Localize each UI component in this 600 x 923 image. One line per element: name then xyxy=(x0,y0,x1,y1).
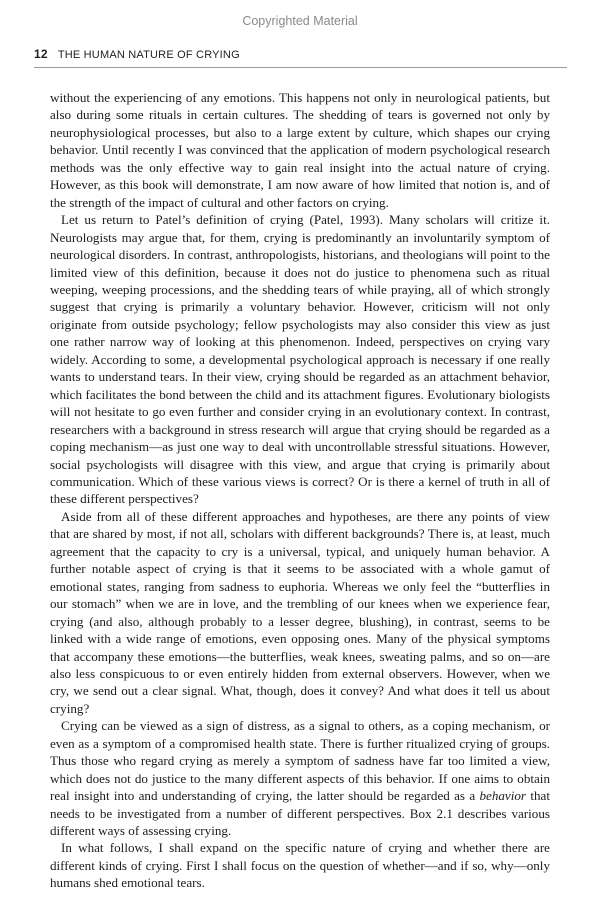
paragraph-1 xyxy=(50,89,550,211)
page-number: 12 xyxy=(34,47,48,61)
text-run: Aside from all of these different approaches and hypotheses, are there any points of view that are shared by most, if not all, scholars with different backgrounds? There is, at least, much agreement that the capacity to cry is a universal, typical, and uniquely human behavior. A further notable aspect of crying is that it seems to be associated with a whole gamut of emotional states, ranging from sadness to euphoria. Whereas we only feel the “butterflies in our stomach” when we are in love, and the trembling of our knees when we experience fear, crying (and also, although probably to a lesser degree, blushing), in contrast, seems to be linked with a wide range of emotions, even opposing ones. Many of the physical symptoms that accompany these emotions—the butterflies, weak knees, sweating palms, and so on—are also less conspicuous to or even entirely hidden from external observers. However, when we cry, we send out a clear signal. What, though, does it convey? And what does it tell us about crying? xyxy=(50,508,550,716)
paragraph-3 xyxy=(50,508,550,717)
header-rule xyxy=(34,67,567,68)
paragraph-2 xyxy=(50,211,550,508)
running-head xyxy=(34,47,240,61)
body-text xyxy=(50,89,550,892)
text-run: Let us return to Patel’s definition of crying (Patel, 1993). Many scholars will critize it. Neurologists may argue that, for them, crying is predominantly an involuntarily symptom of neurological disorders. In contrast, anthropologists, historians, and theologians will point to the limited view of this definition, because it does not do justice to phenomena such as ritual weeping, weeping processions, and the shedding tears of while praying, all of which strongly suggest that crying is primarily a voluntary behavior. However, criticism will not only originate from outside psychology; fellow psychologists may also consider this view as just one rather narrow way of looking at this phenomenon. Indeed, perspectives on crying vary widely. According to some, a developmental psychological approach is necessary if one really wants to understand tears. In their view, crying should be regarded as an attachment behavior, which facilitates the bond between the child and its attachment figures. Evolutionary biologists will not hesitate to go even further and consider crying in an evolutionary context. In contrast, researchers with a background in stress research will argue that crying should be regarded as a coping mechanism—as just one way to deal with uncontrollable stressful situations. However, social psychologists will disagree with this view, and argue that crying is primarily about communication. Which of these various views is correct? Or is there a kernel of truth in all of these different perspectives? xyxy=(50,212,550,507)
text-run: Crying can be viewed as a sign of distress, as a signal to others, as a coping mechanism, or even as a symptom of a compromised health state. There is further ritualized crying of groups. Thus those who regard crying as merely a symptom of sadness have far too limited a view, which does not do justice to the many different aspects of this behavior. If one aims to obtain real insight into and understanding of crying, the latter should be regarded as a xyxy=(50,718,550,804)
text-run: that needs to be investigated from a number of different perspectives. Box 2.1 describes various different ways of assessing crying. xyxy=(50,788,550,839)
paragraph-4 xyxy=(50,717,550,839)
running-head-title: THE HUMAN NATURE OF CRYING xyxy=(57,49,240,61)
text-run: without the experiencing of any emotions. This happens not only in neurological patients, but also during some rituals in certain cultures. The shedding of tears is governed not only by neurophysiological processes, but also to a large extent by culture, which shapes our crying behavior. Until recently I was convinced that the application of modern psychological research methods was the only effective way to gain real insight into the actual nature of crying. However, as this book will demonstrate, I am now aware of how limited that notion is, and of the strength of the impact of cultural and other factors on crying. xyxy=(50,90,550,210)
emphasized-text: behavior xyxy=(479,788,527,804)
paragraph-5 xyxy=(50,839,550,891)
copyright-watermark: Copyrighted Material xyxy=(242,14,358,28)
text-run: In what follows, I shall expand on the specific nature of crying and whether there are different kinds of crying. First I shall focus on the question of whether—and if so, why—only humans shed emotional tears. xyxy=(50,840,550,891)
